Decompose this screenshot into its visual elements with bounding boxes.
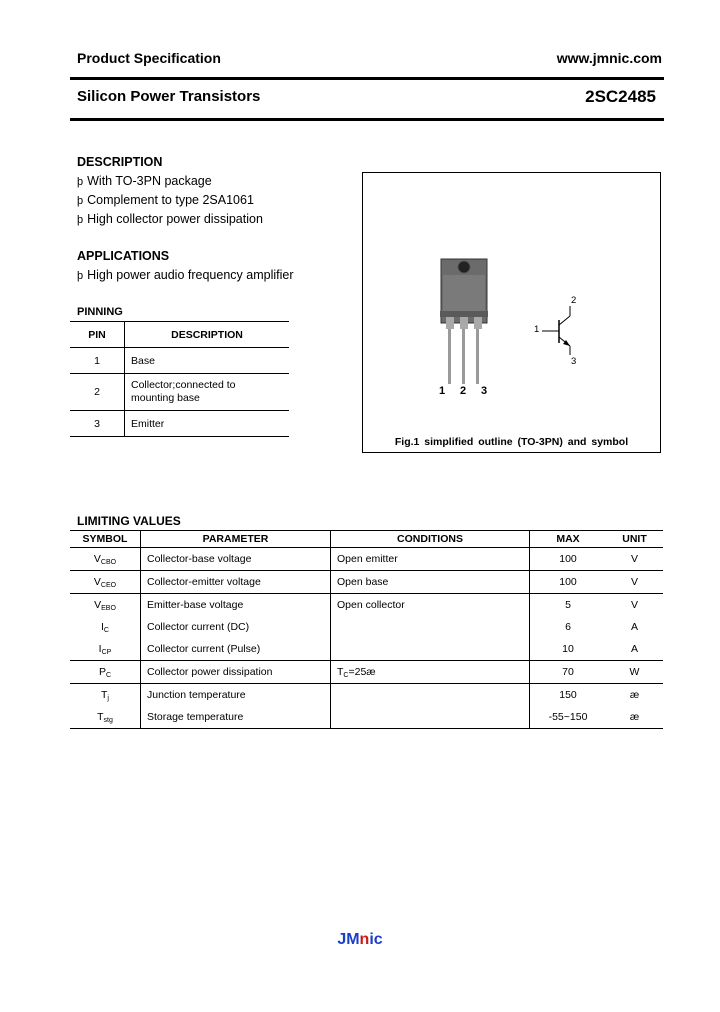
table-row bbox=[70, 348, 289, 374]
table-row bbox=[70, 594, 663, 617]
header-rule-top bbox=[70, 77, 664, 80]
max-cell: 10 bbox=[530, 638, 607, 661]
description-item: þ High collector power dissipation bbox=[77, 212, 263, 226]
condition-cell bbox=[331, 684, 530, 707]
symbol-cell: $V_{CEO}$ bbox=[70, 571, 141, 594]
unit-cell: W bbox=[606, 661, 663, 684]
pin-description: Collector;connected to mounting base bbox=[125, 374, 290, 411]
unit-cell: A bbox=[630, 621, 638, 633]
pin-description: Emitter bbox=[125, 411, 290, 437]
parameter-cell: Collector power dissipation bbox=[141, 661, 331, 684]
doc-type: Product Specification bbox=[77, 50, 221, 66]
parameter-cell: Emitter-base voltage bbox=[141, 594, 331, 617]
part-number: 2SC2485 bbox=[585, 87, 656, 106]
table-row bbox=[70, 638, 663, 661]
website[interactable]: www.jmnic.com bbox=[556, 50, 662, 66]
checkbox-icon: þ bbox=[77, 195, 84, 207]
lead-label: 2 bbox=[460, 385, 467, 397]
symbol-cell: $V_{CBO}$ bbox=[70, 548, 141, 571]
checkbox-icon: þ bbox=[77, 214, 84, 226]
unit-cell: æ bbox=[629, 689, 640, 701]
symbol-cell: $I_C$ bbox=[70, 616, 141, 638]
limiting-values-heading: LIMITING VALUES bbox=[77, 514, 181, 528]
pinning-table bbox=[70, 321, 289, 437]
pin-number: 3 bbox=[70, 411, 125, 437]
symbol-cell: $P_C$ bbox=[70, 661, 141, 684]
table-row bbox=[70, 684, 663, 707]
table-row bbox=[70, 411, 289, 437]
unit-cell: V bbox=[606, 548, 663, 571]
condition-cell bbox=[331, 616, 530, 638]
table-row bbox=[70, 571, 663, 594]
unit-col-header: UNIT bbox=[606, 531, 663, 548]
limits-header-row bbox=[70, 531, 663, 548]
symbol-cell: $I_{CP}$ bbox=[70, 638, 141, 661]
parameter-col-header: PARAMETER bbox=[141, 531, 331, 548]
applications-heading: APPLICATIONS bbox=[77, 249, 170, 263]
max-cell: 5 bbox=[565, 599, 571, 611]
checkbox-icon: þ bbox=[77, 176, 84, 188]
max-cell: 100 bbox=[530, 571, 607, 594]
pin-desc-col-header: DESCRIPTION bbox=[125, 322, 290, 348]
description-item: þ With TO-3PN package bbox=[77, 174, 212, 188]
lead-label: 3 bbox=[481, 385, 488, 397]
symbol-cell: $T_{stg}$ bbox=[70, 706, 141, 729]
checkbox-icon: þ bbox=[77, 270, 84, 282]
table-row bbox=[70, 661, 663, 684]
pin-col-header: PIN bbox=[70, 322, 125, 348]
parameter-cell: Collector current (Pulse) bbox=[141, 638, 331, 661]
description-heading: DESCRIPTION bbox=[77, 155, 163, 169]
max-cell: 70 bbox=[530, 661, 607, 684]
max-cell: 100 bbox=[530, 548, 607, 571]
condition-cell: Open emitter bbox=[331, 548, 530, 571]
unit-cell: æ bbox=[606, 706, 663, 729]
parameter-cell: Collector-emitter voltage bbox=[141, 571, 331, 594]
symbol-collector-label: 2 bbox=[571, 295, 577, 306]
parameter-cell: Collector-base voltage bbox=[141, 548, 331, 571]
symbol-base-label: 1 bbox=[534, 324, 540, 335]
parameter-cell: Storage temperature bbox=[141, 706, 331, 729]
limiting-values-table bbox=[70, 530, 663, 729]
table-row bbox=[70, 616, 663, 638]
table-row bbox=[70, 548, 663, 571]
condition-cell: Open base bbox=[331, 571, 530, 594]
unit-cell: A bbox=[606, 638, 663, 661]
max-cell: 150 bbox=[559, 689, 577, 701]
condition-cell: $T_C=25æ$ bbox=[331, 661, 530, 684]
table-row bbox=[70, 706, 663, 729]
product-family: Silicon Power Transistors bbox=[77, 88, 261, 105]
symbol-col-header: SYMBOL bbox=[70, 531, 141, 548]
pinning-header-row bbox=[70, 322, 289, 348]
figure-caption: Fig.1 simplified outline (TO-3PN) and symbol bbox=[394, 436, 629, 448]
to3pn-package-drawing bbox=[363, 173, 660, 423]
applications-item: þ High power audio frequency amplifier bbox=[77, 268, 294, 282]
pin-description: Base bbox=[125, 348, 290, 374]
pin-number: 1 bbox=[70, 348, 125, 374]
max-cell: 6 bbox=[565, 621, 571, 633]
pinning-heading: PINNING bbox=[77, 306, 123, 318]
symbol-cell: $V_{EBO}$ bbox=[70, 594, 141, 617]
max-cell: -55~150 bbox=[530, 706, 607, 729]
jmnic-logo: JMnic bbox=[337, 931, 383, 948]
max-col-header: MAX bbox=[530, 531, 607, 548]
condition-cell: Open collector bbox=[331, 594, 530, 617]
unit-cell: V bbox=[606, 571, 663, 594]
condition-cell bbox=[331, 638, 530, 661]
conditions-col-header: CONDITIONS bbox=[331, 531, 530, 548]
pin-number: 2 bbox=[70, 374, 125, 411]
package-figure bbox=[362, 172, 661, 453]
condition-cell bbox=[331, 706, 530, 729]
lead-label: 1 bbox=[439, 385, 446, 397]
symbol-emitter-label: 3 bbox=[571, 356, 577, 367]
header-rule-bottom bbox=[70, 118, 664, 121]
table-row bbox=[70, 374, 289, 411]
symbol-cell: $T_j$ bbox=[70, 684, 141, 707]
unit-cell: V bbox=[630, 599, 638, 611]
parameter-cell: Collector current (DC) bbox=[141, 616, 331, 638]
description-item: þ Complement to type 2SA1061 bbox=[77, 193, 254, 207]
parameter-cell: Junction temperature bbox=[141, 684, 331, 707]
